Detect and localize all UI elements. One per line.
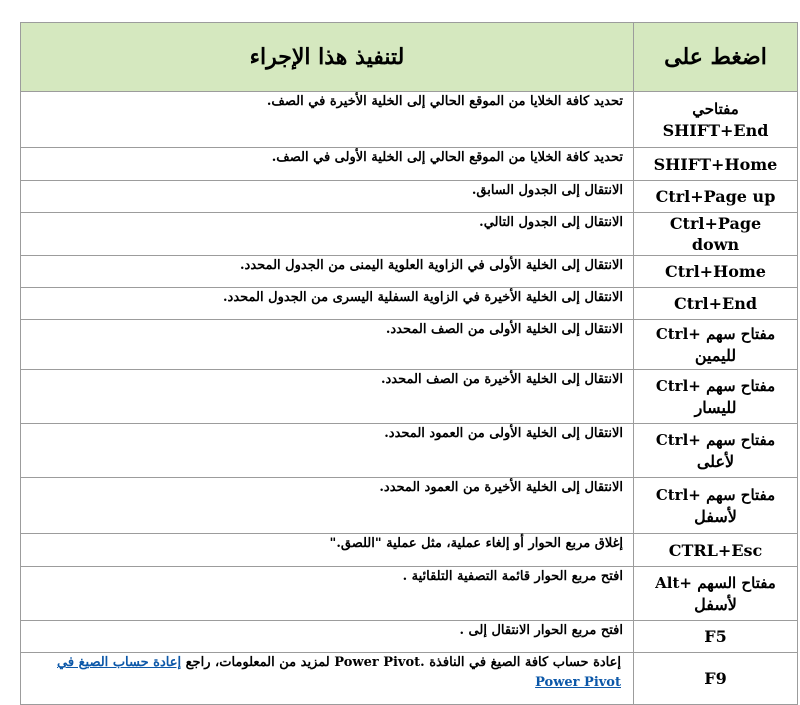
shortcut-key: SHIFT+End — [662, 120, 769, 140]
shortcut-key-prefix: مفتاح سهم +Ctrl — [655, 376, 776, 395]
table-row — [21, 92, 798, 148]
shortcut-key-cell — [634, 534, 798, 567]
shortcut-key: Ctrl+End — [673, 294, 758, 313]
header-key: اضغط على — [634, 23, 798, 92]
shortcut-action: افتح مربع الحوار الانتقال إلى . — [21, 621, 634, 653]
shortcut-action: الانتقال إلى الجدول التالي. — [21, 213, 634, 256]
shortcut-key-cell — [634, 370, 798, 424]
shortcut-key-prefix: مفتاح سهم +Ctrl — [655, 430, 776, 449]
table-row — [21, 181, 798, 213]
shortcut-key: CTRL+Esc — [668, 540, 763, 560]
shortcut-key-cell — [634, 213, 798, 256]
table-row — [21, 478, 798, 534]
shortcut-key: SHIFT+Home — [653, 154, 778, 174]
table-row — [21, 424, 798, 478]
shortcut-key-cell — [634, 288, 798, 320]
shortcut-action: إغلاق مربع الحوار أو إلغاء عملية، مثل عملية "اللصق." — [21, 534, 634, 567]
shortcut-key-cell — [634, 92, 798, 148]
shortcut-action: الانتقال إلى الخلية الأخيرة من العمود المحدد. — [21, 478, 634, 534]
shortcut-key-prefix: مفتاح سهم +Ctrl — [655, 485, 776, 504]
shortcut-key-prefix: مفتاح سهم +Ctrl — [655, 324, 776, 343]
header-action: لتنفيذ هذا الإجراء — [21, 23, 634, 92]
shortcut-key: F9 — [704, 669, 727, 688]
shortcut-key: لليمين — [694, 345, 737, 365]
table-row — [21, 288, 798, 320]
shortcut-key-prefix: مفتاح السهم +Alt — [655, 573, 776, 592]
shortcut-key: لأسفل — [694, 594, 737, 614]
shortcuts-table — [20, 22, 798, 705]
table-row — [21, 256, 798, 288]
shortcut-key-prefix: مفتاحي — [692, 99, 739, 118]
shortcut-key: Ctrl+Page down — [669, 214, 762, 254]
shortcut-action: الانتقال إلى الخلية الأولى في الزاوية العلوية اليمنى من الجدول المحدد. — [21, 256, 634, 288]
shortcut-key-cell — [634, 320, 798, 370]
table-row — [21, 534, 798, 567]
table-row — [21, 320, 798, 370]
table-row — [21, 653, 798, 705]
shortcut-action: الانتقال إلى الجدول السابق. — [21, 181, 634, 213]
shortcut-action — [21, 653, 634, 705]
header-row — [21, 23, 798, 92]
shortcut-action: الانتقال إلى الخلية الأولى من العمود المحدد. — [21, 424, 634, 478]
shortcut-key-cell — [634, 148, 798, 181]
shortcut-action: افتح مربع الحوار قائمة التصفية التلقائية . — [21, 567, 634, 621]
table-row — [21, 370, 798, 424]
shortcut-key: F5 — [704, 627, 727, 646]
shortcut-action: الانتقال إلى الخلية الأولى من الصف المحدد. — [21, 320, 634, 370]
shortcut-key-cell — [634, 424, 798, 478]
table-row — [21, 213, 798, 256]
shortcut-action: تحديد كافة الخلايا من الموقع الحالي إلى الخلية الأخيرة في الصف. — [21, 92, 634, 148]
table-row — [21, 148, 798, 181]
shortcut-key: لليسار — [694, 397, 737, 417]
shortcut-action: الانتقال إلى الخلية الأخيرة في الزاوية السفلية اليسرى من الجدول المحدد. — [21, 288, 634, 320]
shortcut-key-cell — [634, 567, 798, 621]
table-row — [21, 567, 798, 621]
table-body — [21, 92, 798, 705]
recalculate-formulas-link[interactable]: إعادة حساب الصيغ في — [57, 655, 182, 670]
shortcut-key-cell — [634, 653, 798, 705]
shortcut-action: تحديد كافة الخلايا من الموقع الحالي إلى الخلية الأولى في الصف. — [21, 148, 634, 181]
shortcut-key: لأسفل — [694, 506, 737, 526]
table-row — [21, 621, 798, 653]
shortcut-key: لأعلى — [696, 451, 735, 471]
shortcut-key-cell — [634, 256, 798, 288]
shortcut-key: Ctrl+Page up — [655, 187, 776, 206]
action-text: إعادة حساب كافة الصيغ في النافذة .Power Pivot لمزيد من المعلومات، راجع — [181, 655, 621, 670]
shortcut-action: الانتقال إلى الخلية الأخيرة من الصف المحدد. — [21, 370, 634, 424]
shortcut-key-cell — [634, 478, 798, 534]
shortcut-key: Ctrl+Home — [665, 262, 766, 281]
power-pivot-link[interactable]: Power Pivot — [535, 675, 621, 690]
shortcut-key-cell — [634, 621, 798, 653]
shortcut-key-cell — [634, 181, 798, 213]
